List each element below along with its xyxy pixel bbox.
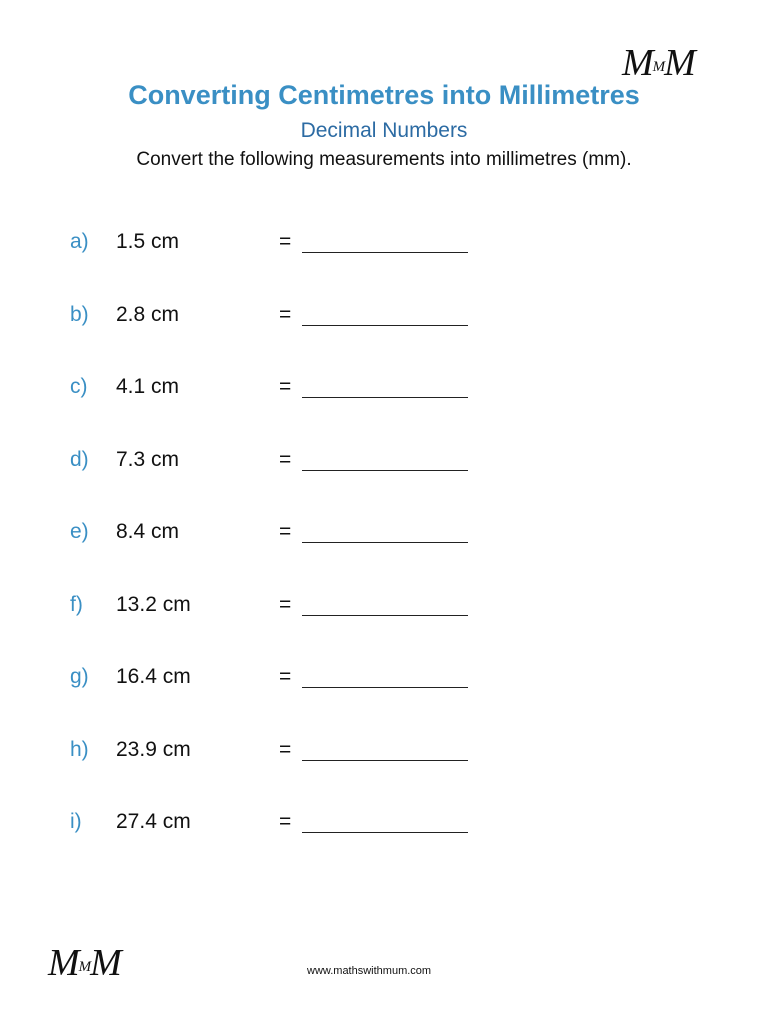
instructions: Convert the following measurements into millimetres (mm). <box>136 149 632 170</box>
answer-blank[interactable] <box>302 542 468 543</box>
logo-letter-w: M <box>78 959 90 975</box>
question-row-i <box>0 810 768 840</box>
answer-blank[interactable] <box>302 760 468 761</box>
question-value: 16.4 cm <box>116 665 191 688</box>
maths-with-mum-logo-bottom <box>48 944 120 982</box>
question-value: 8.4 cm <box>116 520 180 543</box>
question-row-g <box>0 665 768 695</box>
question-row-f <box>0 593 768 623</box>
answer-blank[interactable] <box>302 470 468 471</box>
equals-sign: = <box>279 738 292 761</box>
question-value: 23.9 cm <box>116 738 191 761</box>
question-value: 7.3 cm <box>116 448 180 471</box>
answer-blank[interactable] <box>302 687 468 688</box>
logo-letter-w: M <box>652 59 664 75</box>
question-value: 13.2 cm <box>116 593 191 616</box>
question-letter: f) <box>70 593 83 616</box>
question-letter: d) <box>70 448 89 471</box>
question-row-c <box>0 375 768 405</box>
logo-letter-m-left: M <box>622 42 652 84</box>
question-row-e <box>0 520 768 550</box>
equals-sign: = <box>279 520 292 543</box>
question-value: 1.5 cm <box>116 230 180 253</box>
question-letter: i) <box>70 810 82 833</box>
question-letter: e) <box>70 520 89 543</box>
question-letter: b) <box>70 303 89 326</box>
logo-letter-m-left: M <box>48 942 78 984</box>
maths-with-mum-logo-top <box>622 44 694 82</box>
question-letter: h) <box>70 738 89 761</box>
answer-blank[interactable] <box>302 832 468 833</box>
question-value: 27.4 cm <box>116 810 191 833</box>
question-row-a <box>0 230 768 260</box>
question-letter: a) <box>70 230 89 253</box>
question-value: 2.8 cm <box>116 303 180 326</box>
equals-sign: = <box>279 375 292 398</box>
logo-letter-m-right: M <box>90 942 120 984</box>
question-letter: c) <box>70 375 88 398</box>
answer-blank[interactable] <box>302 325 468 326</box>
answer-blank[interactable] <box>302 397 468 398</box>
equals-sign: = <box>279 230 292 253</box>
logo-letter-m-right: M <box>664 42 694 84</box>
answer-blank[interactable] <box>302 252 468 253</box>
website-url[interactable]: www.mathswithmum.com <box>307 965 432 977</box>
page-subtitle: Decimal Numbers <box>300 119 468 142</box>
answer-blank[interactable] <box>302 615 468 616</box>
question-row-h <box>0 738 768 768</box>
page-title: Converting Centimetres into Millimetres <box>128 80 640 110</box>
question-letter: g) <box>70 665 89 688</box>
equals-sign: = <box>279 810 292 833</box>
question-row-b <box>0 303 768 333</box>
question-value: 4.1 cm <box>116 375 180 398</box>
question-row-d <box>0 448 768 478</box>
equals-sign: = <box>279 593 292 616</box>
equals-sign: = <box>279 665 292 688</box>
equals-sign: = <box>279 448 292 471</box>
equals-sign: = <box>279 303 292 326</box>
